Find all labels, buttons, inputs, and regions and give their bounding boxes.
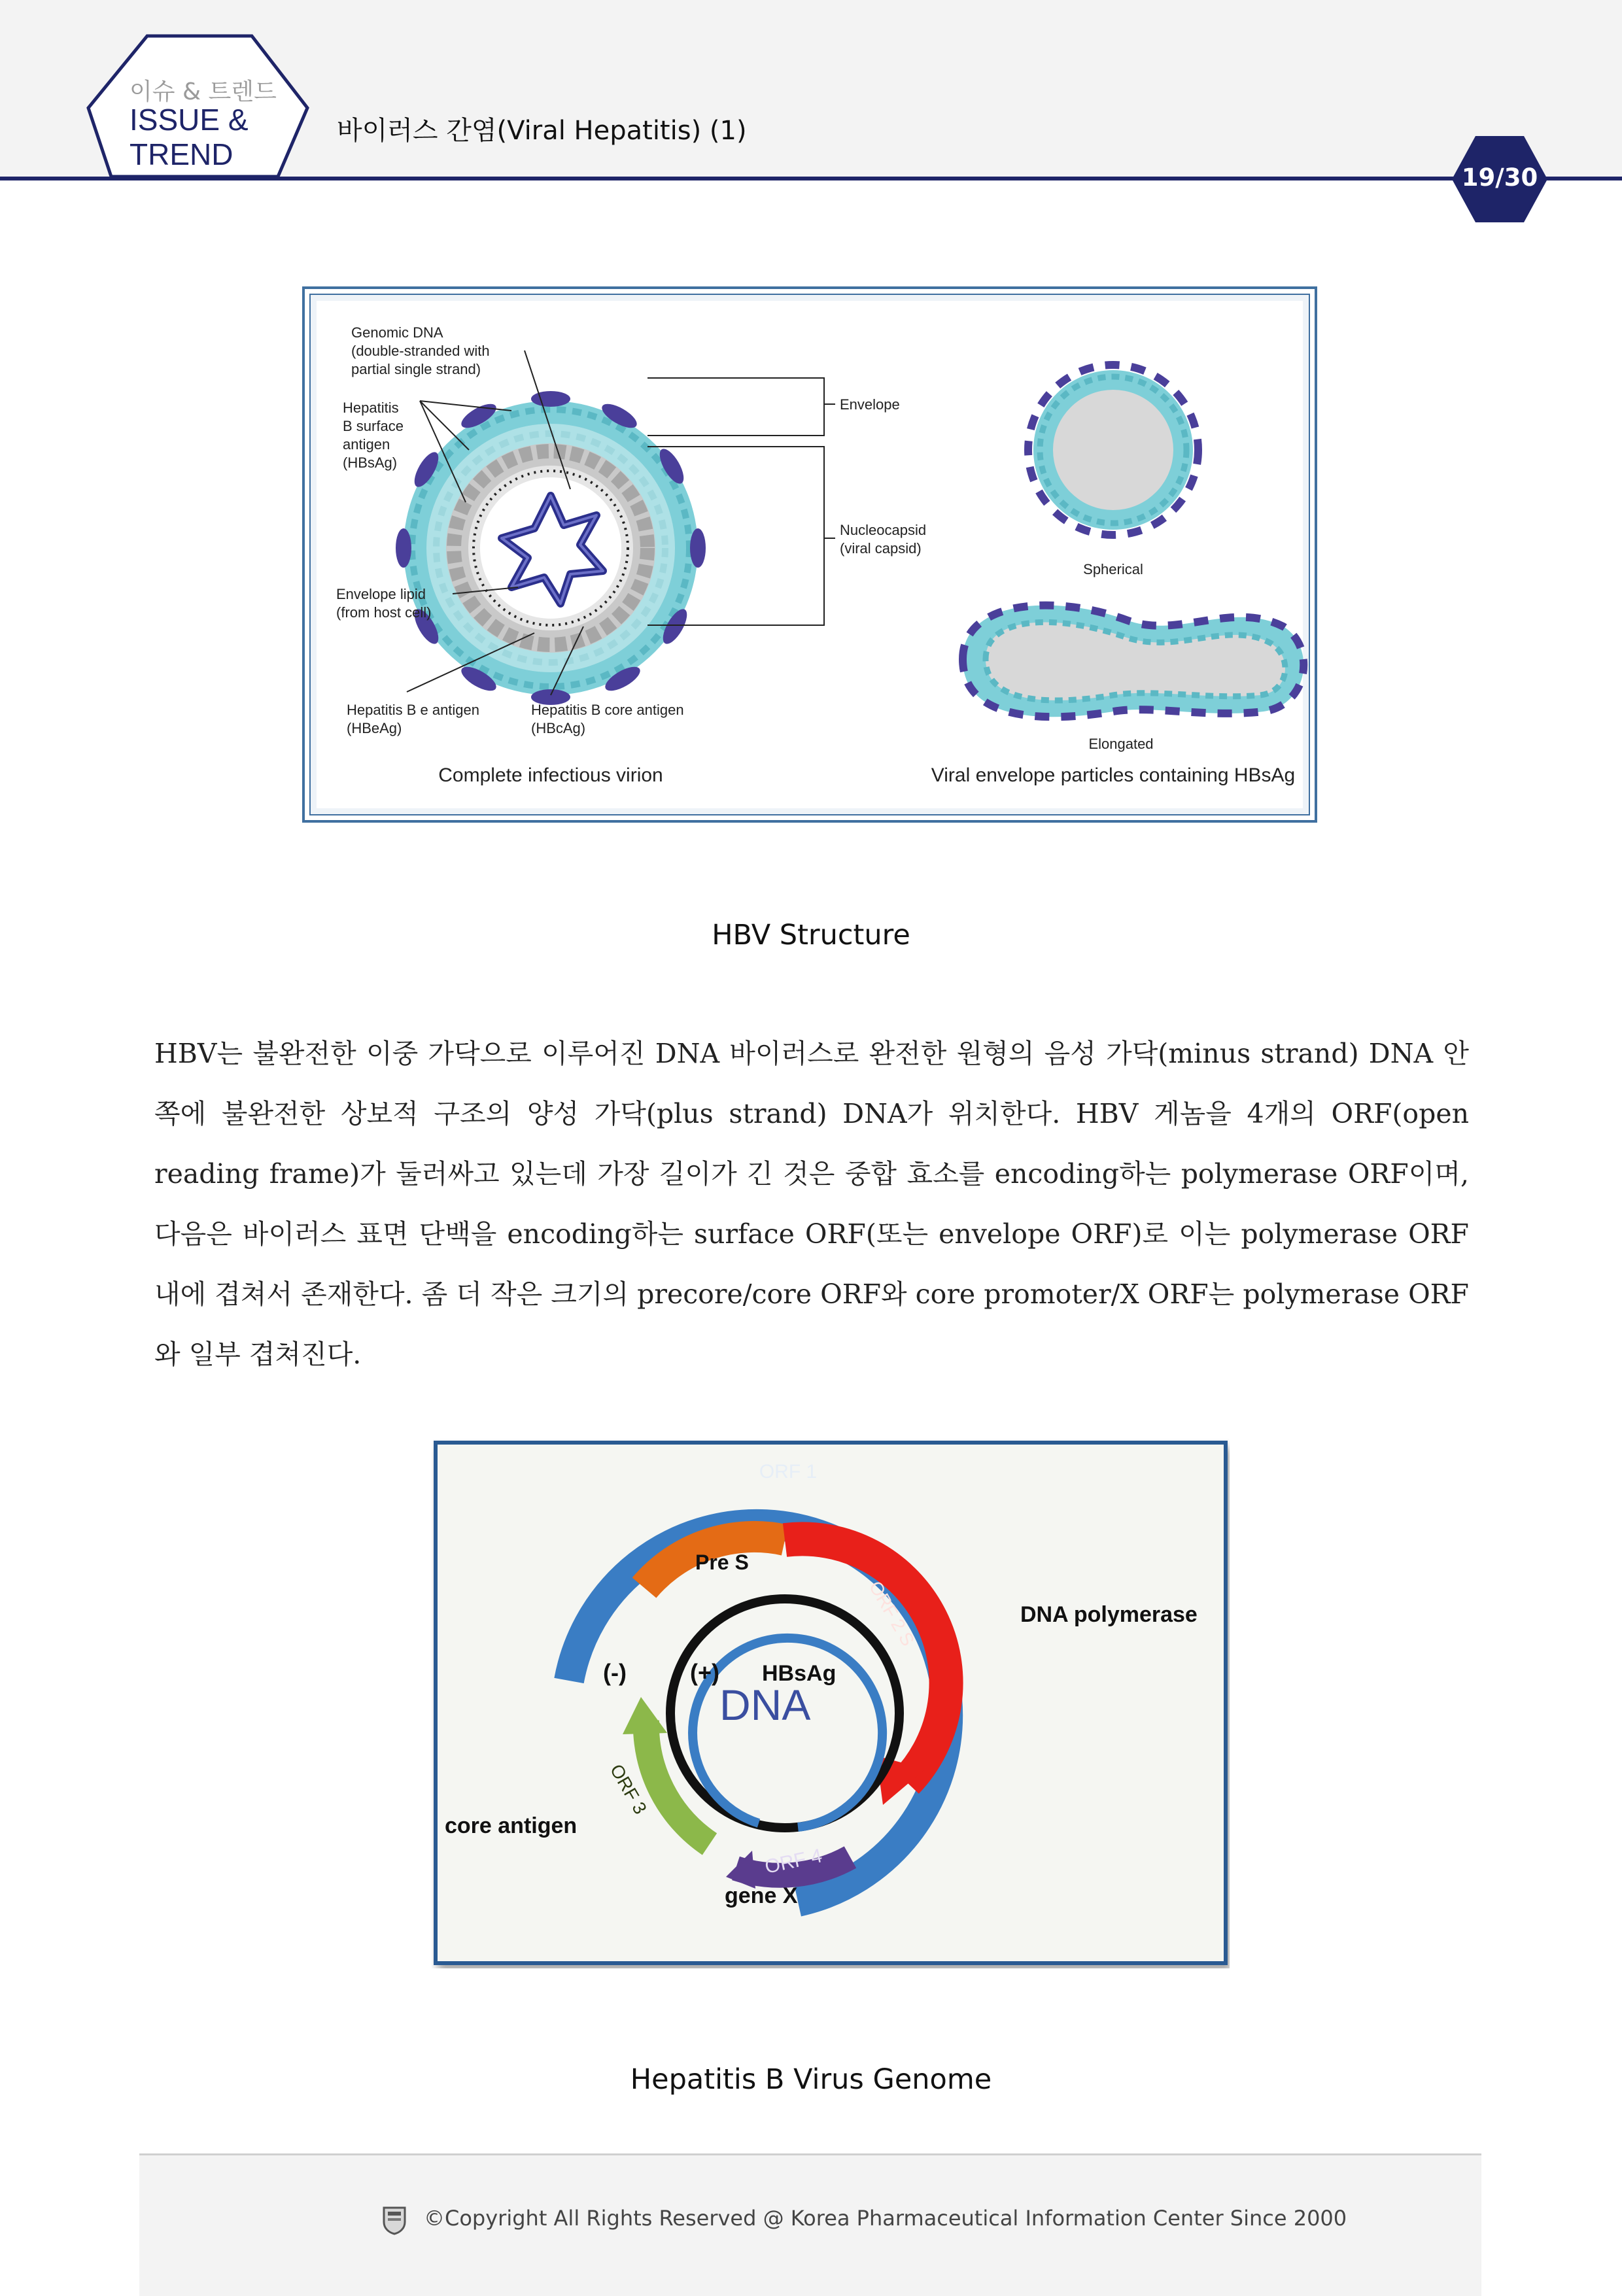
label-hbcag-2: (HBcAg) — [531, 720, 586, 736]
label-hbsag-2: B surface — [343, 418, 404, 434]
label-hbcag-1: Hepatitis B core antigen — [531, 702, 684, 718]
label-nucleocapsid-2: (viral capsid) — [840, 540, 922, 557]
label-genomic-dna: Genomic DNA — [351, 324, 443, 341]
label-elongated: Elongated — [1088, 736, 1154, 752]
logo-korean: 이슈 & 트렌드 — [129, 78, 277, 105]
label-dna-polymerase: DNA polymerase — [1020, 1602, 1198, 1627]
label-orf2s: ORF 2 S — [865, 1577, 919, 1650]
label-dna: DNA — [719, 1681, 811, 1729]
label-hbsag-3: antigen — [343, 436, 390, 453]
label-pres: Pre S — [695, 1551, 749, 1574]
label-gene-x: gene X — [725, 1883, 798, 1908]
hbv-structure-figure — [302, 286, 1317, 823]
label-genomic-dna-3: partial single strand) — [351, 361, 481, 377]
logo-english-line1: ISSUE & — [129, 103, 249, 137]
document-title: 바이러스 간염(Viral Hepatitis) (1) — [337, 116, 747, 146]
label-orf4: ORF 4 — [763, 1845, 824, 1878]
label-hbsag: HBsAg — [762, 1661, 837, 1686]
label-virion-caption: Complete infectious virion — [438, 764, 663, 786]
label-orf3: ORF 3 — [606, 1760, 651, 1818]
figure2-caption: Hepatitis B Virus Genome — [630, 2063, 992, 2096]
logo-english-line2: TREND — [129, 137, 233, 171]
label-envelope: Envelope — [840, 396, 900, 413]
label-particles-caption: Viral envelope particles containing HBsAg — [931, 764, 1296, 786]
label-hbsag-4: (HBsAg) — [343, 454, 398, 471]
label-hbsag-1: Hepatitis — [343, 400, 399, 416]
label-orf1: ORF 1 — [759, 1461, 818, 1482]
label-spherical: Spherical — [1083, 561, 1143, 577]
label-hbeag-1: Hepatitis B e antigen — [347, 702, 480, 718]
hbv-genome-figure — [432, 1439, 1230, 1968]
label-envelope-lipid-2: (from host cell) — [336, 604, 432, 621]
label-envelope-lipid-1: Envelope lipid — [336, 586, 426, 602]
figure1-caption: HBV Structure — [712, 919, 910, 951]
footer-copyright: ©Copyright All Rights Reserved @ Korea Pharmaceutical Information Center Since 2000 — [424, 2206, 1347, 2231]
body-paragraph: HBV는 불완전한 이중 가닥으로 이루어진 DNA 바이러스로 완전한 원형의 음성 가닥(minus strand) DNA 안쪽에 불완전한 상보적 구조의 양성 가닥(plus strand) DNA가 위치한다. HBV 게놈을 4개의 ORF(open reading frame)가 둘러싸고 있는데 가장 길이가 긴 것은 중합 효소를 encoding하는 polymerase ORF이며, 다음은 바이러스 표면 단백을 encoding하는 surface ORF(또는 envelope ORF)로 이는 polymerase ORF 내에 겹쳐서 존재한다. 좀 더 작은 크기의 precore/core ORF와 core promoter/X ORF는 polymerase ORF와 일부 겹쳐진다. — [154, 1038, 1469, 1370]
label-minus: (-) — [603, 1659, 627, 1686]
page-number: 19/30 — [1461, 163, 1538, 192]
label-core-antigen: core antigen — [445, 1813, 578, 1838]
label-hbeag-2: (HBeAg) — [347, 720, 402, 736]
kpic-emblem-icon — [381, 2205, 407, 2235]
label-nucleocapsid-1: Nucleocapsid — [840, 522, 927, 538]
label-plus: (+) — [690, 1659, 719, 1686]
label-genomic-dna-2: (double-stranded with — [351, 343, 490, 359]
